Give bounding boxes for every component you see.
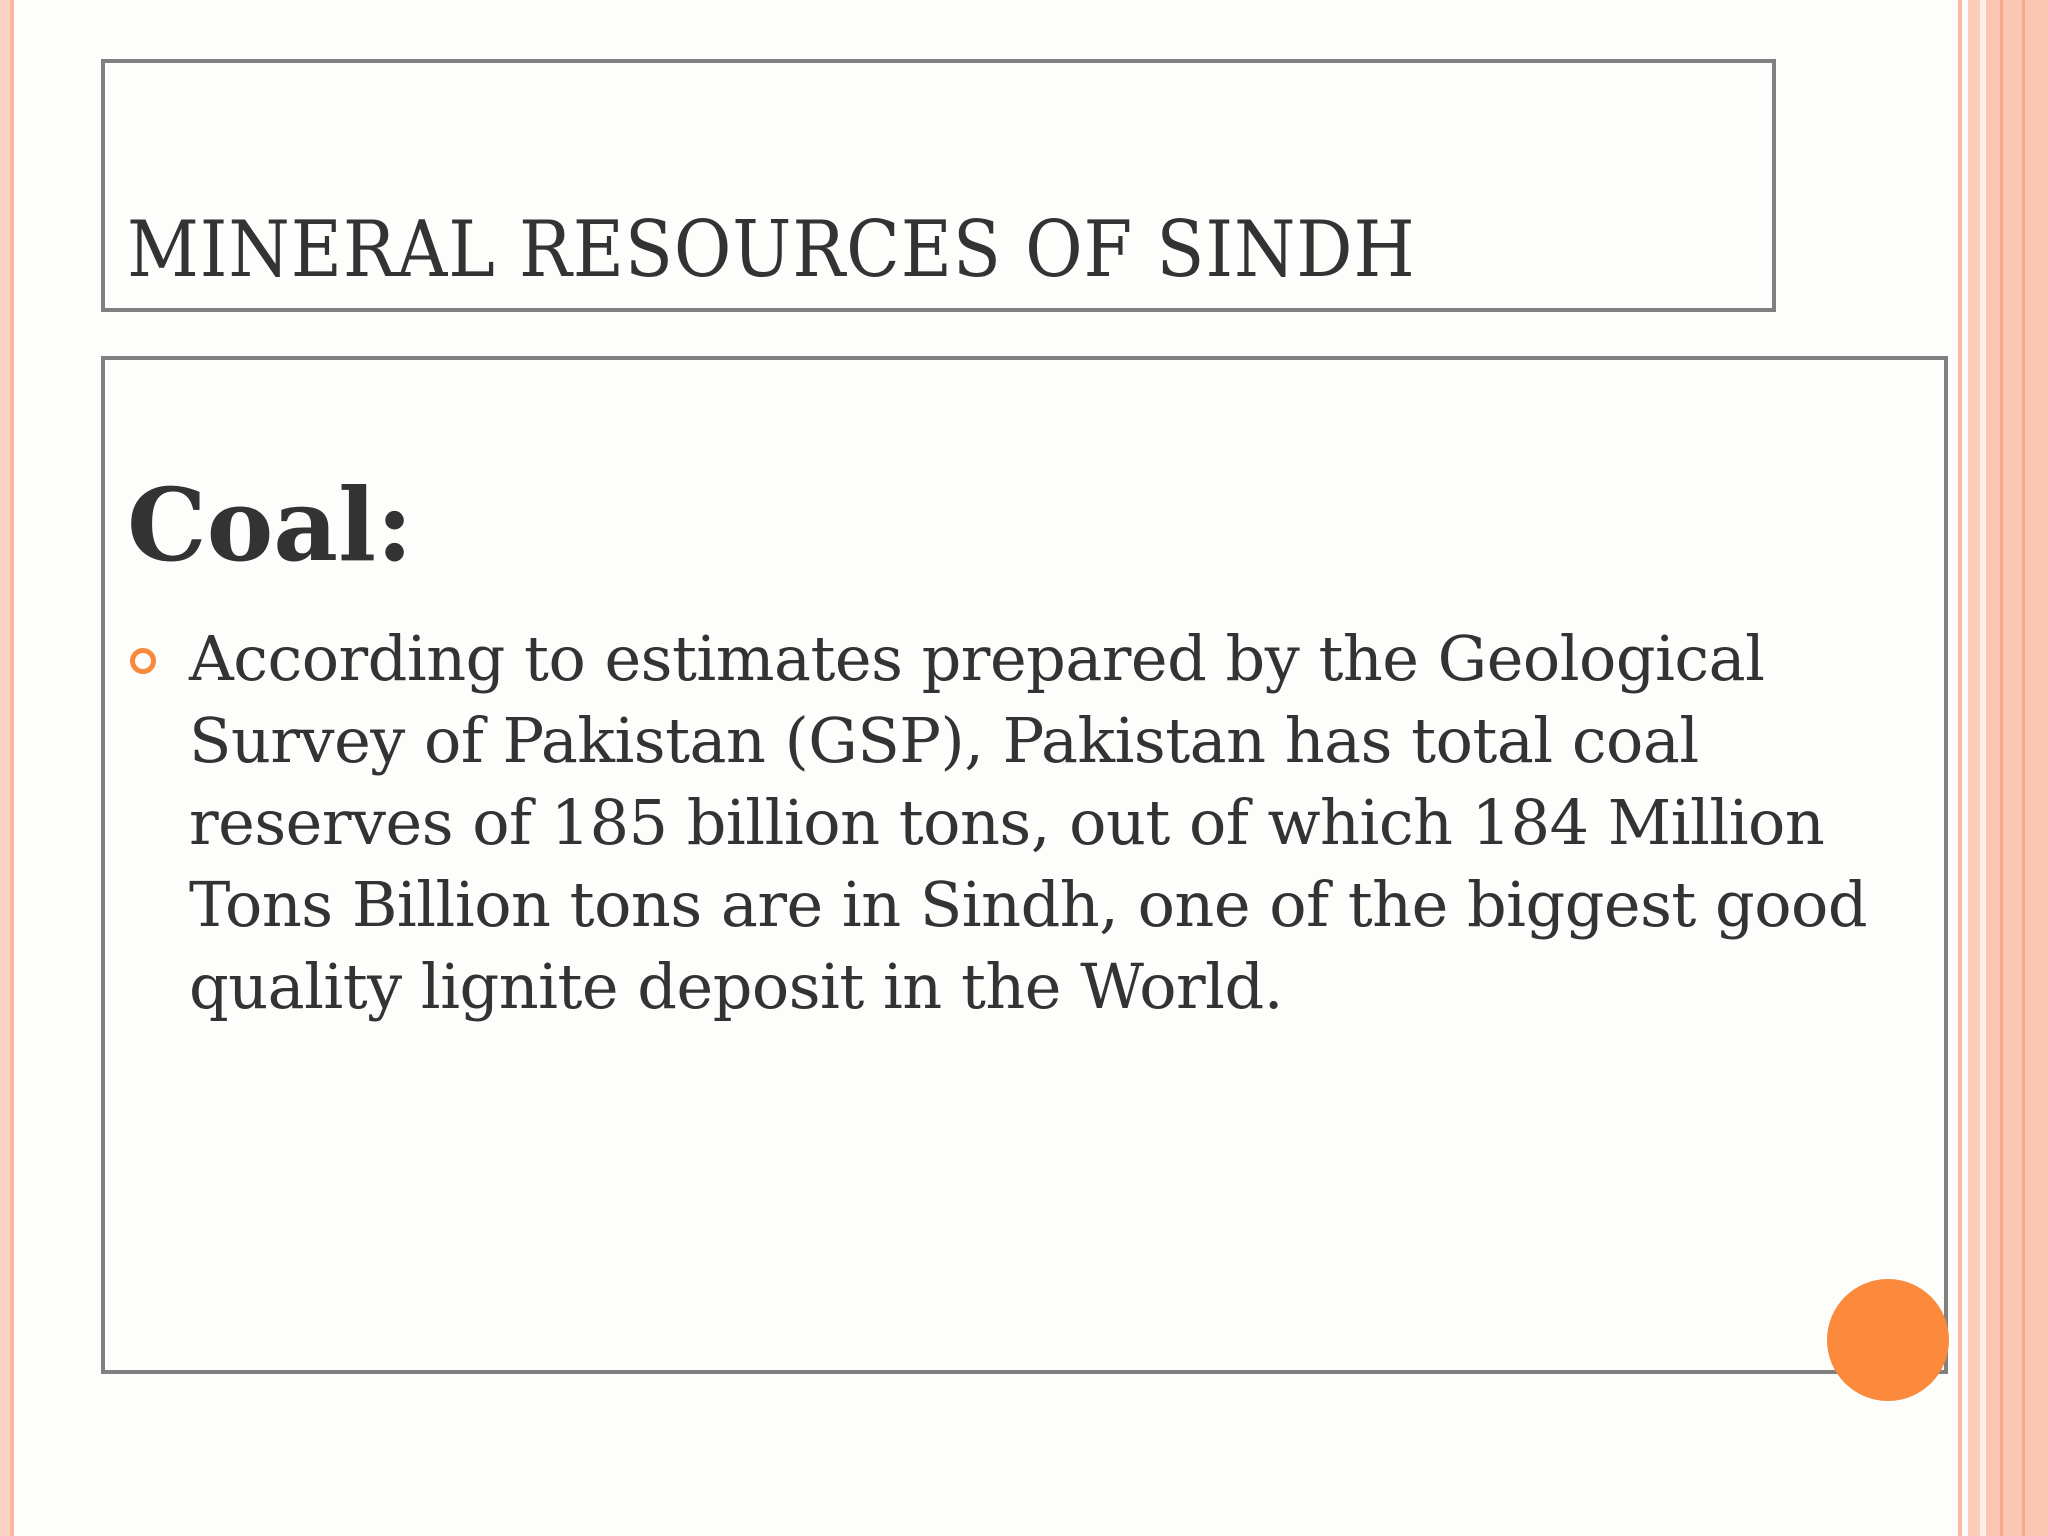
right-border-stripe-line <box>2000 0 2003 1536</box>
right-border-stripe-thin <box>1958 0 1962 1536</box>
section-heading: Coal: <box>127 466 413 584</box>
bullet-ring-icon <box>130 648 156 674</box>
right-border-stripe-wide <box>1968 0 1980 1536</box>
right-border-stripe-outer <box>1986 0 2048 1536</box>
right-border-stripe-line-2 <box>2022 0 2025 1536</box>
content-box <box>101 356 1948 1374</box>
bullet-text: According to estimates prepared by the Geological Survey of Pakistan (GSP), Pakistan has total coal reserves of 185 billion tons, out of which 184 Million Tons Billion tons are in Sindh, one of the biggest good quality lignite deposit in the World. <box>189 622 1868 1023</box>
left-border-stripe-inner <box>10 0 14 1536</box>
list-item <box>127 618 1917 1028</box>
bullet-list <box>127 618 1917 1028</box>
slide-title: MINERAL RESOURCES OF SINDH <box>127 205 1416 295</box>
left-border-stripe <box>0 0 10 1536</box>
title-box <box>101 59 1776 312</box>
orange-circle-decoration <box>1827 1279 1949 1401</box>
